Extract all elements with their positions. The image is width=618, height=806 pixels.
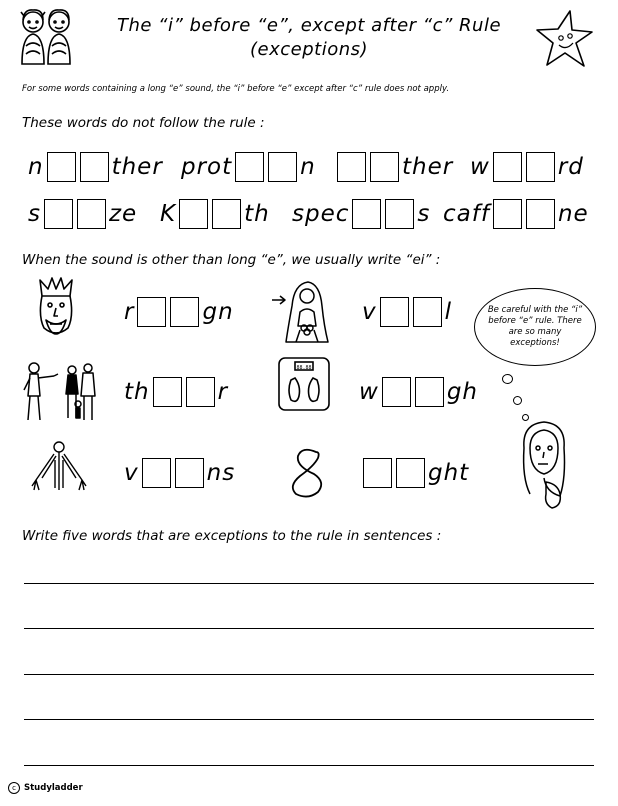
word-suffix: th [244, 201, 270, 227]
word-neither [28, 150, 163, 184]
section3-heading: Write five words that are exceptions to the rule in sentences : [22, 528, 442, 544]
word-prefix: r [124, 299, 135, 325]
people-pointing-icon [20, 358, 106, 424]
word-species [292, 197, 430, 231]
word-keith [160, 197, 270, 231]
word-veins [124, 456, 235, 490]
letter-box[interactable] [47, 152, 76, 182]
letter-box[interactable] [212, 199, 241, 229]
letter-box[interactable] [352, 199, 381, 229]
thought-dot [502, 374, 513, 384]
word-suffix: r [217, 379, 229, 405]
letter-box[interactable] [153, 377, 182, 407]
letter-box[interactable] [380, 297, 409, 327]
word-prefix: v [124, 460, 139, 486]
word-suffix: ne [557, 201, 589, 227]
word-reign [124, 295, 234, 329]
word-prefix: w [470, 154, 490, 180]
word-protein [181, 150, 316, 184]
letter-box[interactable] [493, 199, 522, 229]
letter-box[interactable] [415, 377, 444, 407]
word-prefix: spec [292, 201, 350, 227]
letter-box[interactable] [413, 297, 442, 327]
letter-box[interactable] [175, 458, 204, 488]
letter-box[interactable] [385, 199, 414, 229]
word-prefix: K [160, 201, 177, 227]
word-suffix: ther [111, 154, 163, 180]
writing-line[interactable] [24, 719, 594, 720]
letter-box[interactable] [170, 297, 199, 327]
word-prefix: s [28, 201, 41, 227]
letter-box[interactable] [77, 199, 106, 229]
word-suffix: ns [206, 460, 236, 486]
bathroom-scale-icon [277, 356, 331, 412]
letter-box[interactable] [526, 152, 555, 182]
word-weird [470, 150, 584, 184]
word-suffix: gh [446, 379, 478, 405]
letter-box[interactable] [363, 458, 392, 488]
word-prefix: w [359, 379, 379, 405]
veins-figure-icon [30, 440, 88, 496]
letter-box[interactable] [396, 458, 425, 488]
king-face-icon [34, 276, 78, 338]
word-caffeine [443, 197, 589, 231]
page-title: The “i” before “e”, except after “c” Rule (exceptions) [116, 15, 502, 60]
word-either [334, 150, 453, 184]
smiling-star-icon [534, 8, 596, 70]
thought-dot [513, 396, 522, 405]
word-suffix: s [417, 201, 431, 227]
writing-line[interactable] [24, 628, 594, 629]
letter-box[interactable] [268, 152, 297, 182]
word-suffix: rd [557, 154, 584, 180]
letter-box[interactable] [44, 199, 73, 229]
letter-box[interactable] [493, 152, 522, 182]
word-suffix: gn [202, 299, 234, 325]
letter-box[interactable] [337, 152, 366, 182]
writing-line[interactable] [24, 583, 594, 584]
word-eight [360, 456, 469, 490]
letter-box[interactable] [186, 377, 215, 407]
copyright-icon: c [8, 782, 20, 794]
thought-bubble [474, 288, 596, 366]
word-veil [362, 295, 452, 329]
word-suffix: ze [108, 201, 138, 227]
word-suffix: ther [402, 154, 454, 180]
word-prefix: v [362, 299, 377, 325]
thinking-girl-icon [516, 418, 574, 510]
section2-heading: When the sound is other than long “e”, we usually write “ei” : [22, 252, 441, 268]
letter-box[interactable] [137, 297, 166, 327]
brand-name: Studyladder [24, 783, 83, 793]
scale-readout: 88.88 [296, 365, 312, 371]
letter-box[interactable] [370, 152, 399, 182]
bubble-text: Be careful with the “i” before “e” rule. There are so many exceptions! [487, 305, 583, 348]
word-prefix: prot [181, 154, 233, 180]
word-suffix: l [444, 299, 453, 325]
intro-text: For some words containing a long “e” sound, the “i” before “e” except after “c” rule does not apply. [22, 84, 450, 94]
word-prefix: caff [443, 201, 490, 227]
letter-box[interactable] [179, 199, 208, 229]
word-suffix: ght [428, 460, 470, 486]
bride-veil-icon [270, 276, 332, 344]
word-prefix: th [124, 379, 150, 405]
letter-box[interactable] [142, 458, 171, 488]
letter-box[interactable] [526, 199, 555, 229]
word-their [124, 375, 228, 409]
word-suffix: n [300, 154, 316, 180]
footer [8, 782, 83, 794]
letter-box[interactable] [235, 152, 264, 182]
letter-box[interactable] [80, 152, 109, 182]
section1-heading: These words do not follow the rule : [22, 115, 265, 131]
letter-box[interactable] [382, 377, 411, 407]
writing-line[interactable] [24, 765, 594, 766]
word-seize [28, 197, 137, 231]
word-weigh [359, 375, 478, 409]
number-eight-icon [284, 446, 330, 500]
word-prefix: n [28, 154, 44, 180]
writing-line[interactable] [24, 674, 594, 675]
